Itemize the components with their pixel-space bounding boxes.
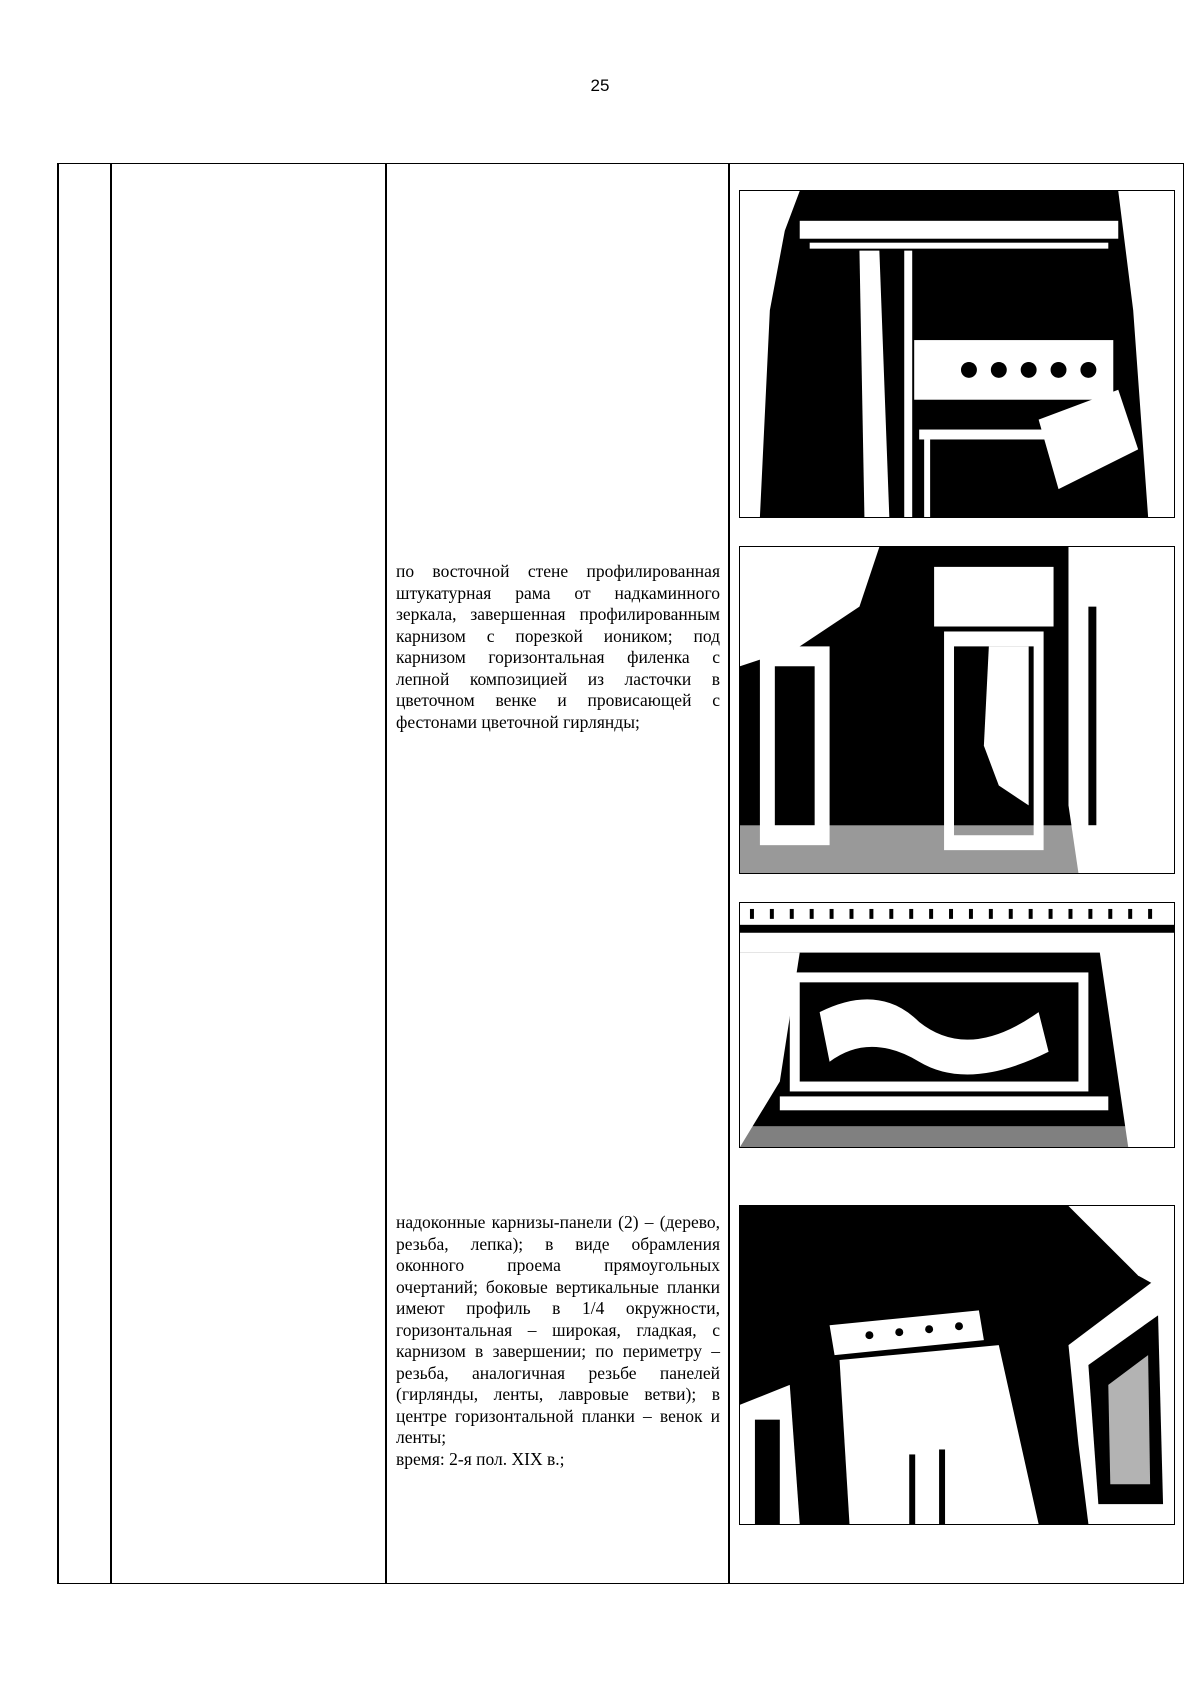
- description-text: по восточной стене профилированная штукатурная рама от надкаминного зеркала, завершенная профилированным карнизом с порезкой иоником; под карнизом горизонтальная филенка с лепной композицией из ласточки в цветочном венке и провисающей с фестонами цветочной гирлянды;: [396, 561, 720, 732]
- table-border-right: [1183, 164, 1185, 1583]
- window-cornice-panel-photo-icon: [739, 1205, 1175, 1525]
- stucco-panel-detail-photo-icon: [739, 902, 1175, 1148]
- description-window-cornices: [396, 1212, 720, 1470]
- dating-note: время: 2-я пол. XIX в.;: [396, 1448, 565, 1469]
- interior-cornice-photo-icon: [739, 190, 1175, 518]
- description-text: надоконные карнизы-панели (2) – (дерево, резьба, лепка); в виде обрамления оконного проема прямоугольных очертаний; боковые вертикальные планки имеют профиль в 1/4 окружности, горизонтальная – широкая, гладкая, с карнизом в завершении; по периметру – резьба, аналогичная резьбе панелей (гирлянды, ленты, лавровые ветви); в центре горизонтальной планки – венок и ленты;: [396, 1212, 720, 1447]
- description-east-wall: [396, 561, 720, 733]
- page-number: 25: [590, 76, 610, 95]
- column-divider-2: [385, 164, 387, 1583]
- column-divider-3: [728, 164, 730, 1583]
- overmantel-mirror-frame-photo-icon: [739, 546, 1175, 874]
- table-border-left: [57, 164, 59, 1583]
- column-divider-1: [110, 164, 112, 1583]
